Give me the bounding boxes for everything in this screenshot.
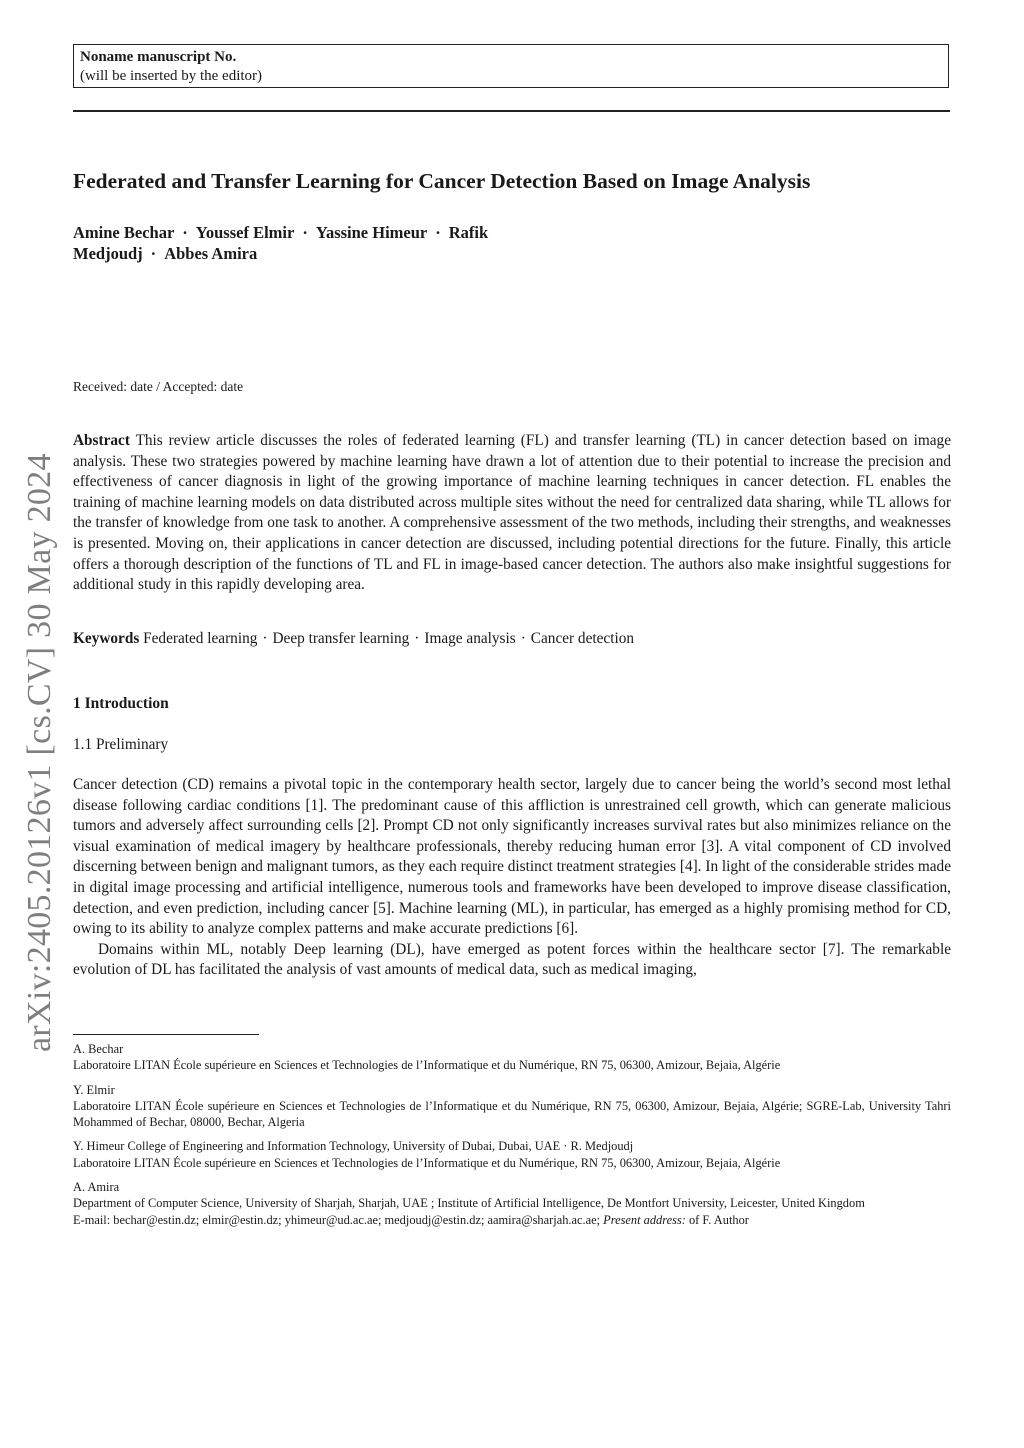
footnote-line: Department of Computer Science, University of Sharjah, Sharjah, UAE ; Institute of Artificial Intelligence, De Montfort University, Leicester, United Kingdom <box>73 1196 865 1211</box>
abstract-label: Abstract <box>73 432 130 449</box>
author-separator: · <box>150 244 157 263</box>
footnote-line: A. Amira <box>73 1180 120 1195</box>
author-name: Rafik <box>448 223 489 242</box>
abstract-block <box>73 431 951 596</box>
keyword-item: Cancer detection <box>530 630 634 647</box>
body-text <box>73 775 951 981</box>
author-name: Yassine Himeur <box>315 223 428 242</box>
author-separator: · <box>302 223 308 242</box>
email-line <box>73 1212 951 1228</box>
keyword-separator: · <box>414 630 420 647</box>
body-paragraph: Cancer detection (CD) remains a pivotal topic in the contemporary health sector, largely due to cancer being the world’s second most lethal disease following cardiac conditions [1]. The predominant cause of this affliction is unrestrained cell growth, which can generate malicious tumors and adversely affect surrounding cells [2]. Prompt CD not only significantly increases survival rates but also minimizes reliance on the visual examination of medical imagery by healthcare professionals, thereby reducing human error [3]. A vital component of CD involved discerning between benign and malignant tumors, as they each require distinct treatment strategies [4]. In light of the considerable strides made in digital image processing and artificial intelligence, numerous tools and frameworks have been developed to improve disease classification, detection, and even prediction, including cancer [5]. Machine learning (ML), in particular, has emerged as a highly promising method for CD, owing to its ability to analyze complex patterns and make accurate predictions [6]. <box>73 776 951 938</box>
affiliation-footnote <box>73 1041 951 1074</box>
footnote-line: Y. Himeur College of Engineering and Information Technology, University of Dubai, Dubai, UAE · R. Medjoudj <box>73 1139 634 1154</box>
received-accepted-line: Received: date / Accepted: date <box>73 379 244 394</box>
header-rule <box>73 110 950 112</box>
affiliation-footnote <box>73 1179 951 1212</box>
paper-title: Federated and Transfer Learning for Cancer Detection Based on Image Analysis <box>73 169 811 193</box>
author-name: Abbes Amira <box>164 244 258 263</box>
affiliation-footnote <box>73 1082 951 1131</box>
author-separator: · <box>435 223 441 242</box>
present-address-value: of F. Author <box>688 1212 749 1227</box>
author-line-1 <box>73 222 633 243</box>
section-heading: 1 Introduction <box>73 695 169 712</box>
editor-note-line: (will be inserted by the editor) <box>80 68 263 84</box>
author-line-2 <box>73 243 633 264</box>
subsection-heading: 1.1 Preliminary <box>73 736 169 753</box>
footnote-line: Laboratoire LITAN École supérieure en Sciences et Technologies de l’Informatique et du Numérique, RN 75, 06300, Amizour, Bejaia, Algérie <box>73 1155 781 1170</box>
keyword-separator: · <box>520 630 526 647</box>
keyword-item: Image analysis <box>424 630 516 647</box>
body-paragraph: Domains within ML, notably Deep learning (DL), have emerged as potent forces within the healthcare sector [7]. The remarkable evolution of DL has facilitated the analysis of vast amounts of medical data, such as medical imaging, <box>73 940 951 979</box>
author-separator: · <box>182 223 188 242</box>
footnote-line: Laboratoire LITAN École supérieure en Sciences et Technologies de l’Informatique et du Numérique, RN 75, 06300, Amizour, Bejaia, Algérie; SGRE-Lab, University Tahri Mohammed of Bechar, 08000, Bechar, Algeria <box>73 1098 951 1130</box>
footnote-line: Y. Elmir <box>73 1082 115 1097</box>
affiliation-footnotes <box>73 1041 951 1228</box>
manuscript-number-line: Noname manuscript No. <box>80 49 237 65</box>
manuscript-header-box <box>73 44 949 88</box>
footnote-rule <box>73 1034 259 1035</box>
author-name: Medjoudj <box>73 244 143 263</box>
keyword-item: Federated learning <box>143 630 258 647</box>
author-name: Youssef Elmir <box>195 223 295 242</box>
present-address-label: Present address: <box>603 1212 686 1227</box>
email-addresses: E-mail: bechar@estin.dz; elmir@estin.dz; yhimeur@ud.ac.ae; medjoudj@estin.dz; aamira@sharjah.ac.ae; <box>73 1212 601 1227</box>
keywords-label: Keywords <box>73 630 140 647</box>
author-list <box>73 222 633 264</box>
keyword-separator: · <box>262 630 268 647</box>
keyword-item: Deep transfer learning <box>272 630 410 647</box>
author-name: Amine Bechar <box>73 223 175 242</box>
footnote-line: A. Bechar <box>73 1042 124 1056</box>
footnote-line: Laboratoire LITAN École supérieure en Sciences et Technologies de l’Informatique et du Numérique, RN 75, 06300, Amizour, Bejaia, Algérie <box>73 1058 781 1073</box>
arxiv-stamp: arXiv:2405.20126v1 [cs.CV] 30 May 2024 <box>21 453 58 1052</box>
affiliation-footnote <box>73 1138 951 1171</box>
keywords-block <box>73 629 951 649</box>
abstract-text: This review article discusses the roles of federated learning (FL) and transfer learning (TL) in cancer detection based on image analysis. These two strategies powered by machine learning have drawn a lot of attention due to their potential to increase the precision and effectiveness of cancer diagnosis in light of the growing importance of machine learning techniques in cancer detection. FL enables the training of machine learning models on data distributed across multiple sites without the need for centralized data sharing, while TL allows for the transfer of knowledge from one task to another. A comprehensive assessment of the two methods, including their strengths, and weaknesses is presented. Moving on, their applications in cancer detection are discussed, including potential directions for the future. Finally, this article offers a thorough description of the functions of TL and FL in image-based cancer detection. The authors also make insightful suggestions for additional study in this rapidly developing area. <box>73 432 951 594</box>
